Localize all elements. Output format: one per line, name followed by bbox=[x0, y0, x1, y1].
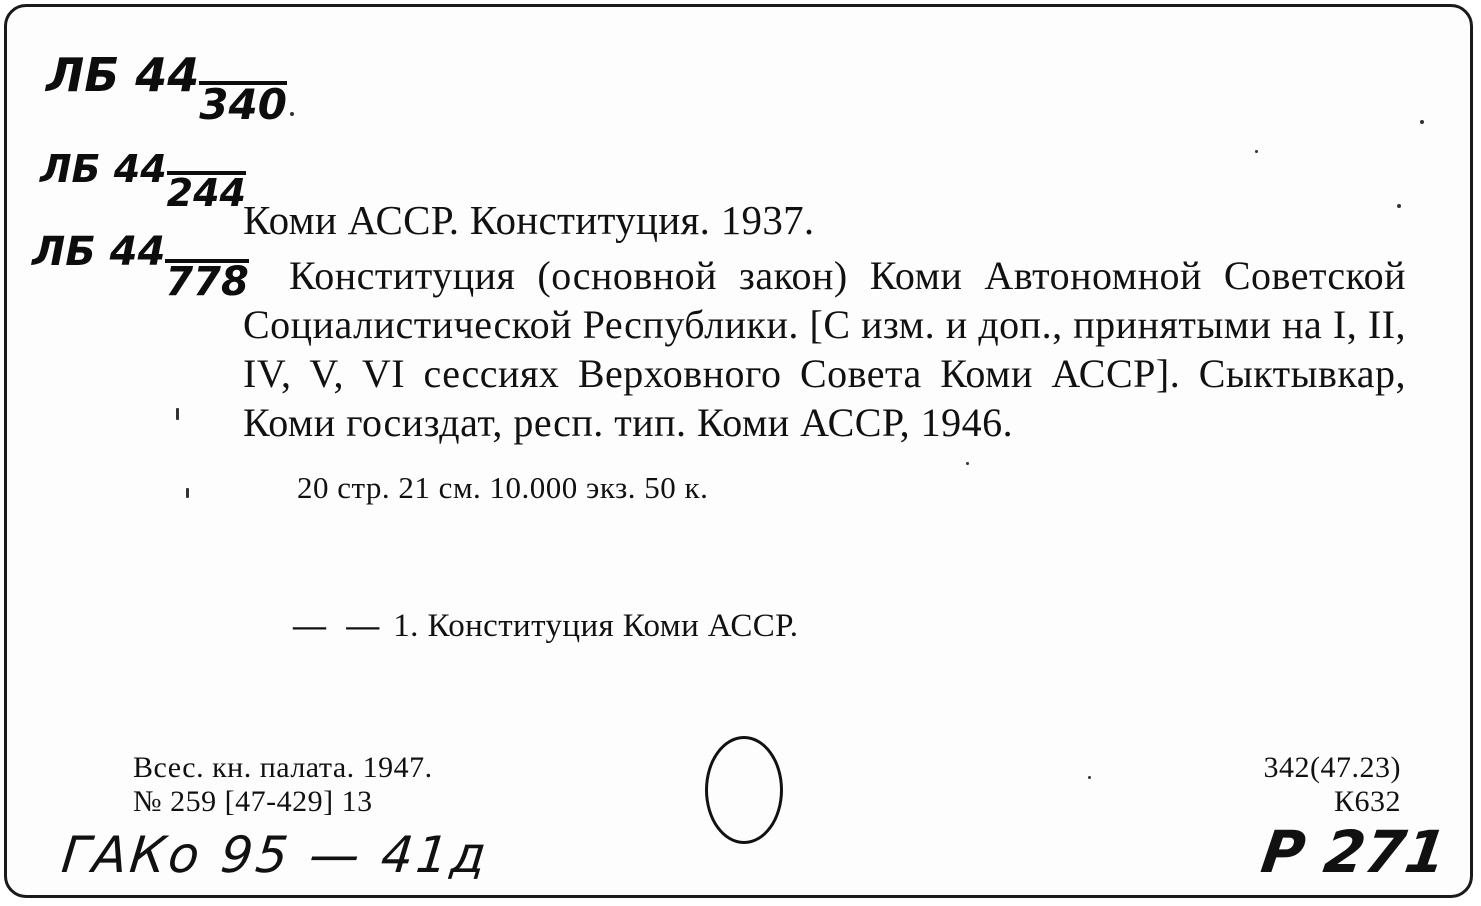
archive-mark: ГАКо 95 — 41д bbox=[58, 826, 492, 884]
call-number-2 bbox=[40, 147, 246, 215]
subject-tracing bbox=[293, 608, 798, 645]
call-number-2-suffix: 244 bbox=[166, 171, 246, 215]
call-number-1 bbox=[46, 48, 287, 129]
collation-line: 20 стр. 21 см. 10.000 экз. 50 к. bbox=[297, 470, 709, 505]
speck bbox=[1088, 776, 1091, 779]
call-number-3 bbox=[32, 229, 249, 305]
tracing-text: 1. Конституция Коми АССР. bbox=[393, 608, 799, 644]
card-punch-hole bbox=[705, 736, 783, 844]
classification-block bbox=[1264, 751, 1401, 819]
speck bbox=[1255, 150, 1258, 153]
entry-heading: Коми АССР. Конституция. 1937. bbox=[243, 197, 815, 243]
speck bbox=[186, 488, 189, 498]
call-number-1-prefix: ЛБ 44 bbox=[46, 48, 200, 102]
call-number-3-suffix: 778 bbox=[165, 259, 249, 305]
book-chamber-line-1: Всес. кн. палата. 1947. bbox=[133, 751, 433, 784]
call-number-1-suffix: 340 bbox=[199, 80, 287, 129]
speck bbox=[290, 112, 294, 116]
entry-description: Конституция (основной закон) Коми Автономной Советской Социалистической Республики. [С изм. и доп., принятыми на I, II, IV, V, VI сессиях Верховного Совета Коми АССР]. Сыктывкар, Коми госиздат, респ. тип. Коми АССР, 1946. bbox=[243, 253, 1406, 445]
call-number-2-prefix: ЛБ 44 bbox=[40, 147, 167, 191]
call-number-3-prefix: ЛБ 44 bbox=[32, 229, 166, 275]
book-chamber-line-2: № 259 [47-429] 13 bbox=[133, 785, 373, 818]
udc-index: 342(47.23) bbox=[1263, 751, 1401, 784]
author-mark: К632 bbox=[1333, 785, 1401, 818]
speck bbox=[1397, 204, 1401, 208]
tracing-dashes: — — bbox=[293, 608, 386, 644]
speck bbox=[1420, 120, 1424, 124]
book-chamber-note bbox=[133, 751, 433, 819]
handwritten-signature: Р 271 bbox=[1257, 818, 1451, 886]
speck bbox=[176, 408, 179, 420]
bibliographic-entry bbox=[243, 196, 1406, 447]
speck bbox=[966, 462, 969, 465]
